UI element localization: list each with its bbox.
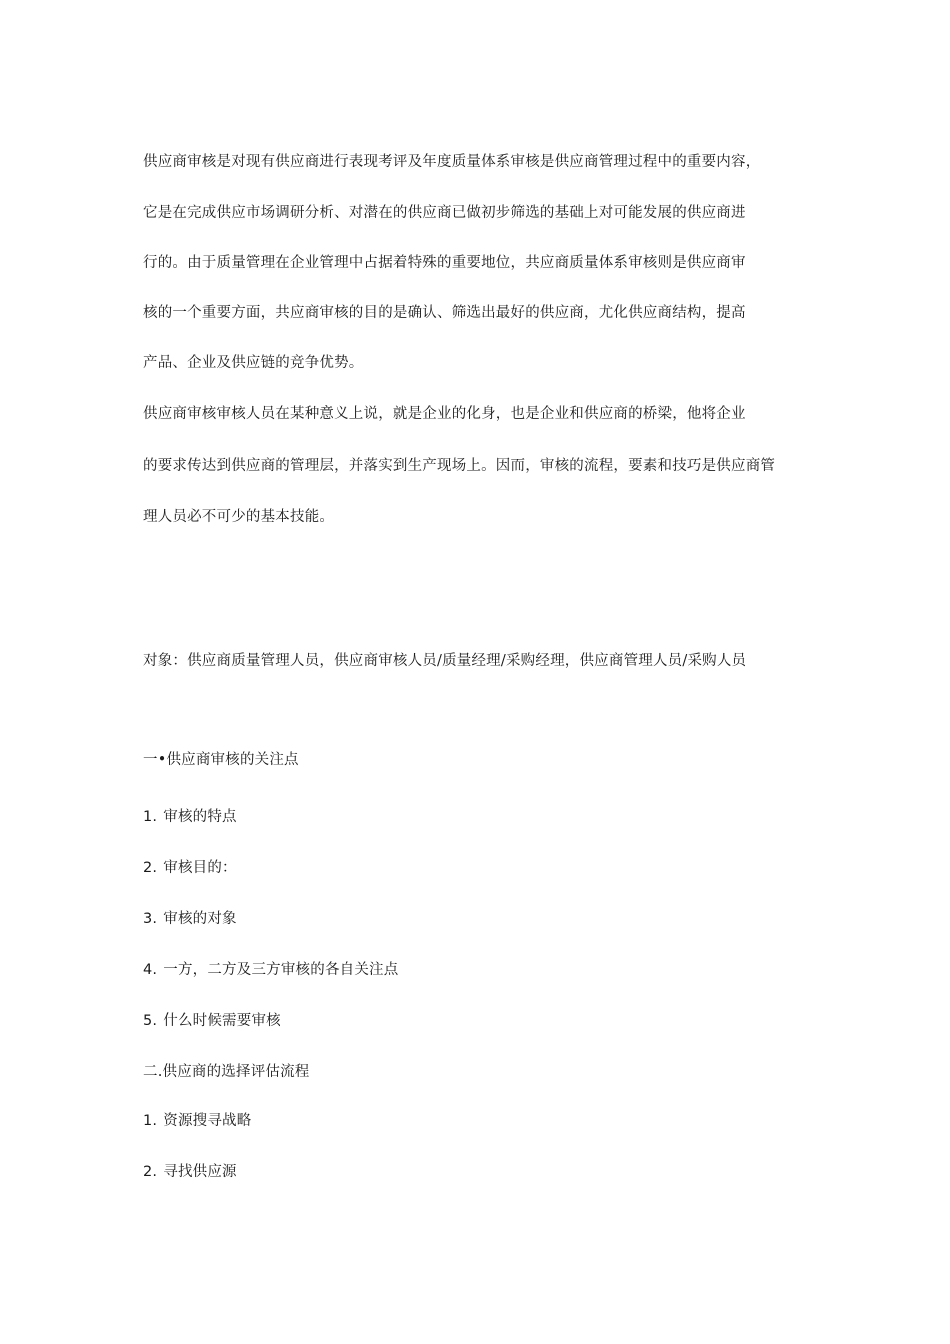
- auditor-line-1: 供应商审核审核人员在某种意义上说，就是企业的化身，也是企业和供应商的桥梁，他将企业: [143, 406, 746, 422]
- item-text: 什么时候需要审核: [163, 1013, 281, 1029]
- item-text: 资源搜寻战略: [163, 1113, 252, 1129]
- intro-line-5: 产品、企业及供应链的竞争优势。: [143, 355, 364, 371]
- section2-heading: 二.供应商的选择评估流程: [143, 1064, 310, 1080]
- section1-item-1: [143, 807, 237, 827]
- section1-item-4: [143, 960, 398, 980]
- section2-item-1: [143, 1111, 251, 1131]
- intro-line-1: 供应商审核是对现有供应商进行表现考评及年度质量体系审核是供应商管理过程中的重要内容，: [143, 154, 761, 170]
- auditor-line-2: 的要求传达到供应商的管理层，并落实到生产现场上。因而，审核的流程，要素和技巧是供应商管: [143, 458, 776, 474]
- auditor-line-3: 理人员必不可少的基本技能。: [143, 509, 335, 525]
- item-text: 审核的特点: [163, 809, 237, 825]
- item-number: 2.: [143, 1164, 158, 1180]
- item-number: 4.: [143, 962, 158, 978]
- audience-line: 对象：供应商质量管理人员，供应商审核人员/质量经理/采购经理，供应商管理人员/采购人员: [143, 653, 747, 669]
- item-number: 3.: [143, 911, 158, 927]
- section2-item-2: [143, 1162, 237, 1182]
- section1-item-2: [143, 858, 237, 878]
- item-text: 审核目的：: [163, 860, 237, 876]
- item-text: 寻找供应源: [163, 1164, 237, 1180]
- section1-item-3: [143, 909, 237, 929]
- section1-item-5: [143, 1011, 281, 1031]
- item-text: 一方，二方及三方审核的各自关注点: [163, 962, 399, 978]
- item-number: 2.: [143, 860, 158, 876]
- intro-line-3: 行的。由于质量管理在企业管理中占据着特殊的重要地位，共应商质量体系审核则是供应商审: [143, 255, 746, 271]
- item-number: 1.: [143, 1113, 158, 1129]
- intro-line-2: 它是在完成供应市场调研分析、对潜在的供应商已做初步筛选的基础上对可能发展的供应商进: [143, 205, 746, 221]
- section1-heading: 一•供应商审核的关注点: [143, 752, 299, 768]
- item-number: 1.: [143, 809, 158, 825]
- item-number: 5.: [143, 1013, 158, 1029]
- item-text: 审核的对象: [163, 911, 237, 927]
- intro-line-4: 核的一个重要方面，共应商审核的目的是确认、筛选出最好的供应商，尤化供应商结构，提高: [143, 305, 746, 321]
